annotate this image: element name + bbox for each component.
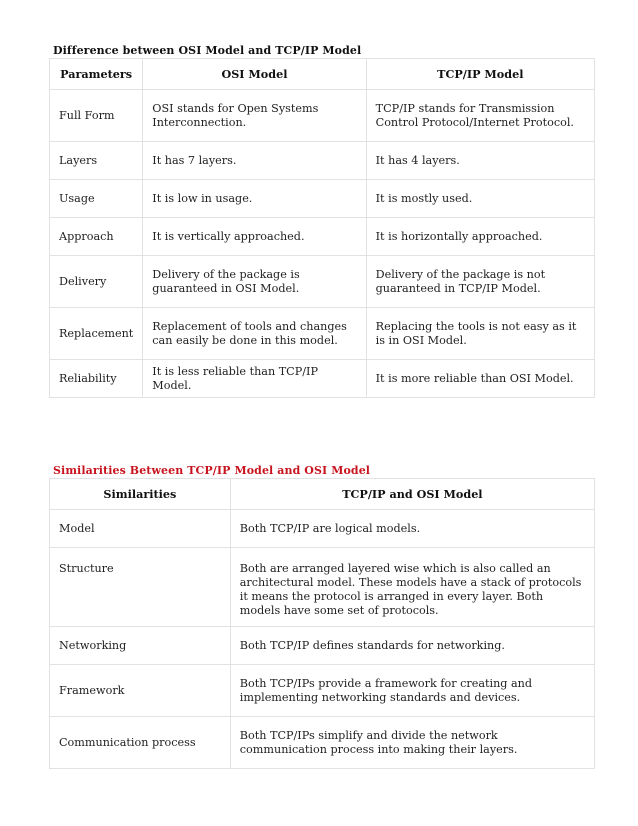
row-osi-value: It is low in usage. [143, 180, 366, 218]
row-similarity-name: Model [50, 510, 231, 548]
table-header-row [50, 59, 595, 90]
table-row [50, 218, 595, 256]
table-row [50, 142, 595, 180]
row-osi-value: It is less reliable than TCP/IP Model. [143, 360, 366, 398]
table-row [50, 717, 595, 769]
table-row [50, 665, 595, 717]
section2-title: Similarities Between TCP/IP Model and OSI Model [53, 464, 371, 477]
header-tcpip-and-osi: TCP/IP and OSI Model [230, 479, 594, 510]
header-osi-model: OSI Model [143, 59, 366, 90]
table-row [50, 180, 595, 218]
row-parameter: Replacement [50, 308, 143, 360]
row-parameter: Delivery [50, 256, 143, 308]
row-similarity-name: Structure [50, 548, 231, 627]
row-parameter: Usage [50, 180, 143, 218]
table-row [50, 90, 595, 142]
row-similarity-desc: Both TCP/IPs simplify and divide the network communication process into making their layers. [230, 717, 594, 769]
row-parameter: Reliability [50, 360, 143, 398]
row-similarity-name: Networking [50, 627, 231, 665]
header-similarities: Similarities [50, 479, 231, 510]
table-row [50, 308, 595, 360]
row-osi-value: Replacement of tools and changes can easily be done in this model. [143, 308, 366, 360]
row-osi-value: It is vertically approached. [143, 218, 366, 256]
table-row [50, 360, 595, 398]
table-row [50, 548, 595, 627]
comparison-table [49, 58, 595, 398]
row-tcpip-value: It is mostly used. [366, 180, 594, 218]
row-osi-value: OSI stands for Open Systems Interconnection. [143, 90, 366, 142]
row-parameter: Approach [50, 218, 143, 256]
table-row [50, 510, 595, 548]
row-tcpip-value: Replacing the tools is not easy as it is in OSI Model. [366, 308, 594, 360]
row-parameter: Layers [50, 142, 143, 180]
row-osi-value: Delivery of the package is guaranteed in OSI Model. [143, 256, 366, 308]
row-similarity-desc: Both TCP/IP are logical models. [230, 510, 594, 548]
row-tcpip-value: It is horizontally approached. [366, 218, 594, 256]
header-parameters: Parameters [50, 59, 143, 90]
section1-title: Difference between OSI Model and TCP/IP Model [53, 44, 362, 57]
row-tcpip-value: It has 4 layers. [366, 142, 594, 180]
row-similarity-desc: Both TCP/IP defines standards for networking. [230, 627, 594, 665]
similarities-table [49, 478, 595, 769]
row-similarity-name: Framework [50, 665, 231, 717]
row-similarity-desc: Both are arranged layered wise which is also called an architectural model. These models have a stack of protocols it means the protocol is arranged in every layer. Both models have some set of protocols. [230, 548, 594, 627]
row-tcpip-value: It is more reliable than OSI Model. [366, 360, 594, 398]
row-tcpip-value: Delivery of the package is not guaranteed in TCP/IP Model. [366, 256, 594, 308]
row-osi-value: It has 7 layers. [143, 142, 366, 180]
row-tcpip-value: TCP/IP stands for Transmission Control Protocol/Internet Protocol. [366, 90, 594, 142]
header-tcpip-model: TCP/IP Model [366, 59, 594, 90]
row-similarity-name: Communication process [50, 717, 231, 769]
table-header-row [50, 479, 595, 510]
table-row [50, 627, 595, 665]
table-row [50, 256, 595, 308]
row-parameter: Full Form [50, 90, 143, 142]
row-similarity-desc: Both TCP/IPs provide a framework for creating and implementing networking standards and devices. [230, 665, 594, 717]
